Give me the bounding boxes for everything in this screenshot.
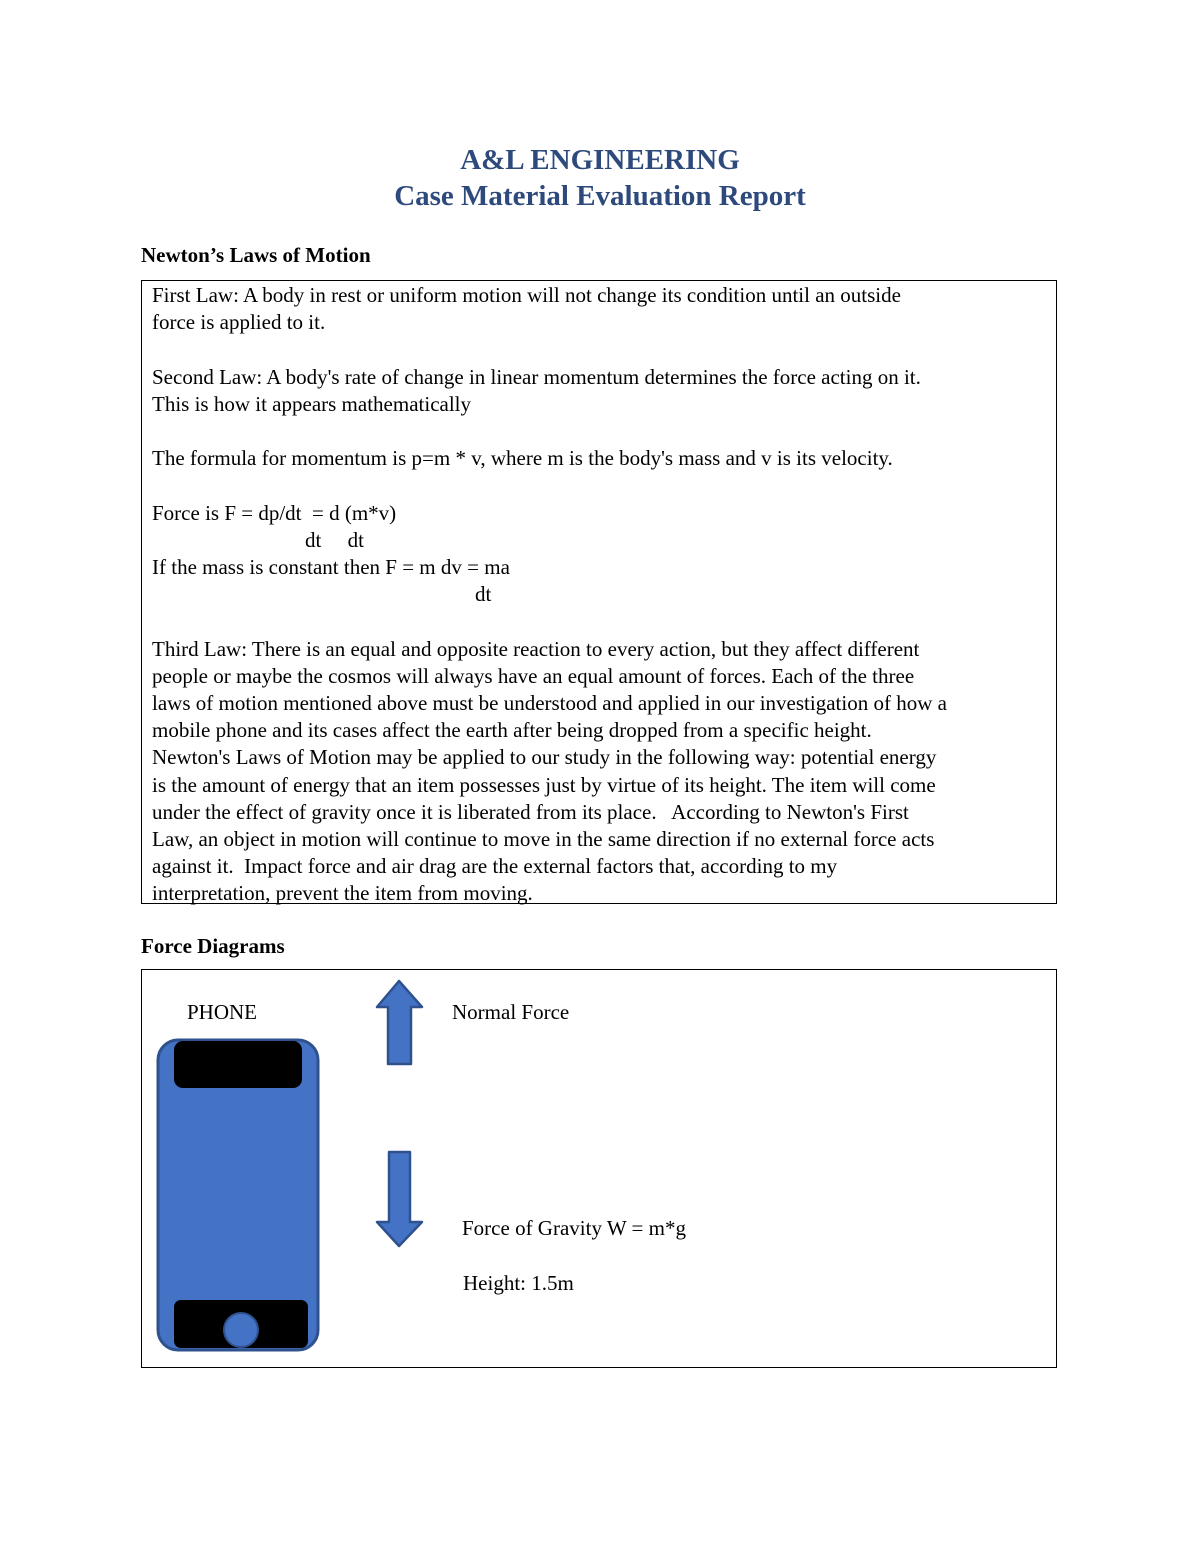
first-law-line-1: First Law: A body in rest or uniform motion will not change its condition until an outside	[152, 283, 901, 307]
gravity-label: Force of Gravity W = m*g	[462, 1216, 686, 1240]
report-title: Case Material Evaluation Report	[394, 180, 806, 212]
phone-icon	[158, 1040, 318, 1350]
third-law-line: people or maybe the cosmos will always have an equal amount of forces. Each of the three	[152, 663, 915, 688]
normal-force-label: Normal Force	[452, 1000, 570, 1024]
third-law-line: mobile phone and its cases affect the earth after being dropped from a specific height.	[152, 718, 872, 743]
company-title: A&L ENGINEERING	[460, 144, 740, 176]
second-law-line-2: This is how it appears mathematically	[152, 391, 471, 416]
third-law-line: interpretation, prevent the item from moving.	[152, 881, 533, 906]
third-law-line: Law, an object in motion will continue to move in the same direction if no external force acts	[152, 827, 935, 851]
third-law-line: against it. Impact force and air drag are the external factors that, according to my	[152, 854, 838, 879]
laws-heading: Newton’s Laws of Motion	[141, 243, 371, 267]
arrow-down-icon	[377, 1152, 422, 1246]
arrow-up-icon	[377, 981, 422, 1064]
third-law-line: under the effect of gravity once it is liberated from its place. According to Newton's First	[152, 799, 909, 824]
third-law-line: Newton's Laws of Motion may be applied to our study in the following way: potential energy	[152, 745, 937, 770]
first-law-line-2: force is applied to it.	[152, 310, 326, 335]
force-denominators: dt dt	[305, 527, 364, 552]
momentum-formula: The formula for momentum is p=m * v, where m is the body's mass and v is its velocity.	[152, 446, 893, 471]
third-law-line: Third Law: There is an equal and opposite reaction to every action, but they affect different	[152, 636, 920, 661]
force-equation: Force is F = dp/dt = d (m*v)	[152, 500, 397, 525]
phone-label: PHONE	[187, 1000, 258, 1024]
second-law-line-1: Second Law: A body's rate of change in linear momentum determines the force acting on it.	[152, 364, 921, 389]
mass-constant-equation: If the mass is constant then F = m dv = ma	[152, 554, 510, 579]
height-label: Height: 1.5m	[463, 1271, 574, 1295]
diagram-heading: Force Diagrams	[141, 934, 285, 958]
third-law-line: laws of motion mentioned above must be understood and applied in our investigation of how a	[152, 690, 947, 715]
mass-denominator: dt	[475, 582, 492, 607]
third-law-line: is the amount of energy that an item possesses just by virtue of its height. The item will come	[152, 772, 936, 797]
